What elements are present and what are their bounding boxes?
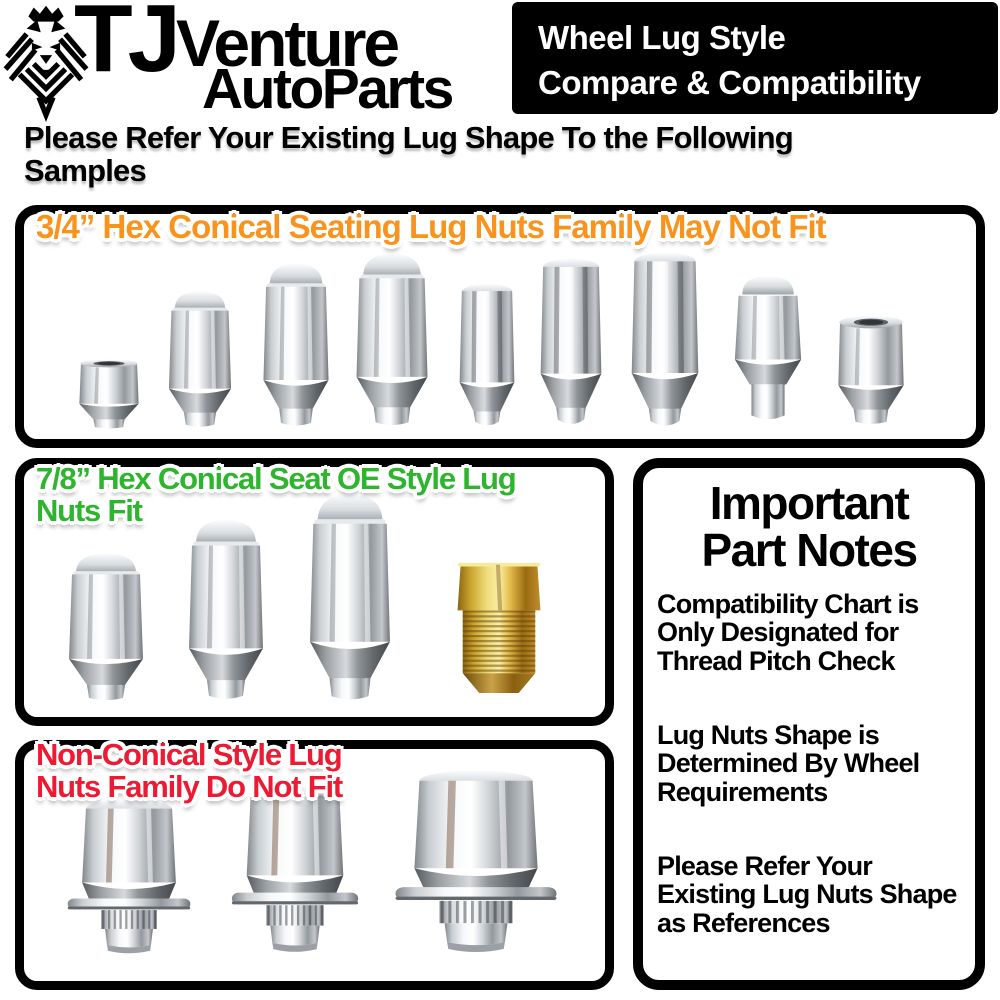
note-paragraph-3: Please Refer Your Existing Lug Nuts Shape as References (657, 850, 957, 938)
brand-wordmark (74, 0, 452, 121)
note-paragraph-2: Lug Nuts Shape is Determined By Wheel Requirements (657, 719, 920, 807)
badge-line-1: Wheel Lug Style (538, 19, 786, 56)
lug-nut-mag-seat-washer-large (396, 770, 557, 952)
section-may-not-fit-title (36, 210, 826, 244)
badge-line-2: Compare & Compatibility (538, 63, 921, 101)
lug-nut-mag-seat-washer-medium (232, 786, 358, 952)
section-may-not-fit (15, 205, 985, 448)
intro-text (24, 121, 924, 188)
section-do-not-fit-title-line-2: Nuts Family Do Not Fit (36, 768, 342, 804)
intro-line-2: Samples (24, 153, 146, 189)
lug-nut-open-end-acorn-short (79, 360, 138, 429)
section-may-not-fit-title-text: 3/4” Hex Conical Seating Lug Nuts Family May Not Fit (36, 208, 826, 245)
notes-title (643, 477, 975, 576)
notes-title-line-2: Part Notes (701, 523, 917, 576)
intro-line-1: Please Refer Your Existing Lug Shape To the Following (24, 120, 793, 155)
lug-nut-spline-tuner-long (632, 253, 699, 426)
section-do-not-fit-title-line-1: Non-Conical Style Lug (36, 737, 342, 772)
section-do-not-fit-title (36, 739, 342, 802)
note-paragraph-1: Compatibility Chart is Only Designated for Thread Pitch Check (657, 588, 919, 676)
lug-nut-open-end-bulge-acorn (838, 316, 903, 424)
section-fit-title-line-2: Nuts Fit (36, 492, 142, 528)
section-do-not-fit (15, 737, 614, 990)
lug-nut-bulge-acorn-long (263, 264, 328, 426)
lug-nut-et-bulge-acorn (735, 276, 801, 419)
brand-tj: TJ (74, 0, 177, 92)
brand-autoparts: AutoParts (202, 56, 452, 121)
brand-venture: Venture (176, 6, 398, 80)
notes-title-line-1: Important (709, 477, 909, 529)
lug-nut-spline-tuner (541, 259, 602, 424)
section-fit-title-line-1: 7/8” Hex Conical Seat OE Style Lug (36, 461, 516, 496)
lug-nut-bulge-acorn (169, 291, 231, 426)
lug-nut-gold-external-thread (458, 563, 541, 693)
lug-nut-spline-tuner-short (460, 284, 515, 425)
lug-nuts-photo-may-not-fit (24, 249, 976, 437)
lug-nut-oe-hex-conical (69, 554, 143, 701)
header-badge (512, 2, 998, 114)
notes-body (643, 574, 975, 937)
lug-nut-bulge-acorn-xl (356, 254, 427, 425)
lug-nut-oe-hex-conical-tall (189, 520, 263, 699)
important-part-notes-panel (633, 458, 985, 990)
section-fit (15, 458, 614, 726)
lug-nut-mag-seat-washer-small (68, 800, 191, 953)
section-fit-title (36, 463, 515, 526)
